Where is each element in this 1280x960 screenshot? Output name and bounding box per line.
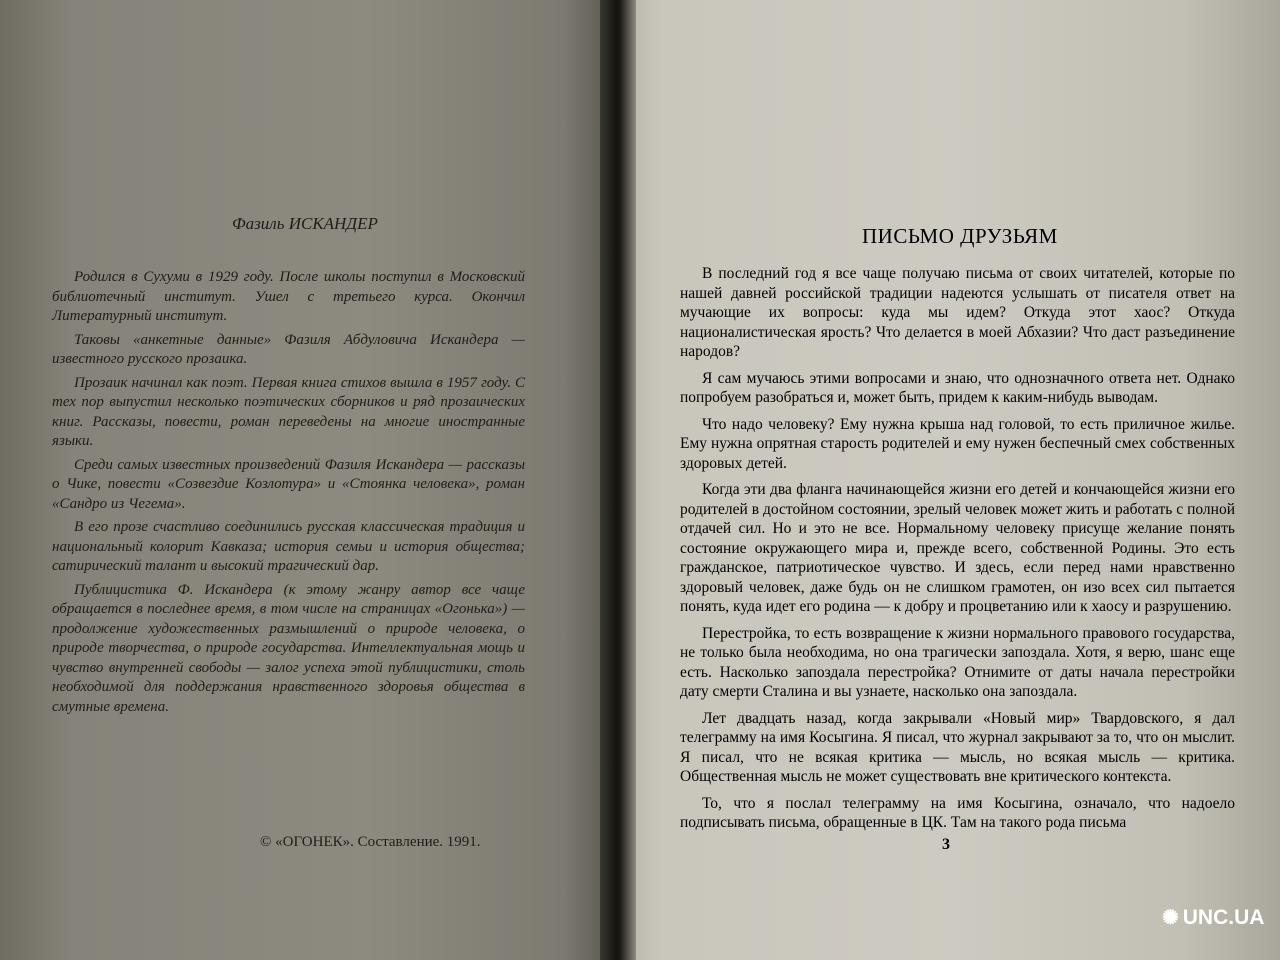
- article-title: ПИСЬМО ДРУЗЬЯМ: [862, 224, 1058, 248]
- watermark-text: UNC.UA: [1182, 905, 1265, 929]
- watermark: [1162, 905, 1264, 930]
- bio-paragraph: Таковы «анкетные данные» Фазиля Абдуловича Искандера — известного русского прозаика.: [52, 331, 525, 367]
- article-paragraph: Что надо человеку? Ему нужна крыша над головой, то есть приличное жилье. Ему нужна опрятная старость родителей и ему нужен беспечный смех собственных здоровых детей.: [680, 415, 1235, 472]
- page-number: 3: [942, 836, 950, 853]
- bio-paragraph: В его прозе счастливо соединились русская классическая традиция и национальный колорит Кавказа; история семьи и история общества; сатирический талант и высокий трагический дар.: [52, 519, 525, 574]
- copyright-line: © «ОГОНЕК». Составление. 1991.: [260, 834, 481, 850]
- left-page: [0, 0, 612, 960]
- article-paragraph: Перестройка, то есть возвращение к жизни нормального правового государства, не только была необходима, но она трагически запоздала. Хотя, я верю, шанс еще есть. Насколько запоздала перестройка? Отнимите от даты начала перестройки дату смерти Сталина и вы узнаете, насколько она запоздала.: [680, 624, 1235, 700]
- bio-paragraph: Родился в Сухуми в 1929 году. После школы поступил в Московский библиотечный институт. Ушел с третьего курса. Окончил Литературный институт.: [52, 269, 525, 324]
- article-paragraph: Я сам мучаюсь этими вопросами и знаю, что однозначного ответа нет. Однако попробуем разобраться и, может быть, придем к каким-нибудь выводам.: [680, 369, 1235, 406]
- article-paragraph: Лет двадцать назад, когда закрывали «Новый мир» Твардовского, я дал телеграмму на имя Косыгина. Я писал, что журнал закрывают за то, что он мыслит. Я писал, что не всякая критика — мысль, но всякая мысль — критика. Общественная мысль не может существовать вне критического контекста.: [680, 709, 1235, 785]
- article-body: [680, 264, 1235, 840]
- author-bio: [52, 268, 525, 721]
- bio-paragraph: Публицистика Ф. Искандера (к этому жанру автор все чаще обращается в последнее время, в том числе на страницах «Огонька») — продолжение художественных размышлений о природе человека, о природе творчества, о природе государства. Интеллектуальная мощь и чувство внутренней свободы — залог успеха этой публицистики, столь необходимой для поддержания нравственного здоровья общества в смутные времена.: [52, 581, 525, 715]
- article-paragraph: Когда эти два фланга начинающейся жизни его детей и кончающейся жизни его родителей в достойном состоянии, зрелый человек может жить и работать с полной отдачей сил. Но и это не все. Нормальному человеку присуще желание понять состояние окружающего мира и, прежде всего, собственной Родины. Это есть гражданское, патриотическое чувство. И здесь, если перед нами нравственно здоровый человек, даже будь он не слишком грамотен, он изо всех сил пытается понять, куда идет его родина — к добру и процветанию или к хаосу и разрушению.: [680, 481, 1235, 615]
- bio-paragraph: Прозаик начинал как поэт. Первая книга стихов вышла в 1957 году. С тех пор выпустил несколько поэтических сборников и ряд прозаических книг. Рассказы, повести, роман переведены на многие иностранные языки.: [52, 374, 525, 449]
- coin-icon: ✺: [1162, 907, 1179, 929]
- article-paragraph: То, что я послал телеграмму на имя Косыгина, означало, что надоело подписывать письма, обращенные в ЦК. Там на такого рода письма: [680, 794, 1235, 831]
- bio-paragraph: Среди самых известных произведений Фазиля Искандера — рассказы о Чике, повести «Созвездие Козлотура» и «Стоянка человека», роман «Сандро из Чегема».: [52, 456, 525, 512]
- book-gutter: [600, 0, 636, 960]
- author-name: Фазиль ИСКАНДЕР: [232, 214, 378, 233]
- article-paragraph: В последний год я все чаще получаю письма от своих читателей, которые по нашей давней российской традиции надеются услышать от писателя ответ на мучающие их вопросы: куда мы идем? Откуда этот хаос? Откуда националистическая ярость? Что делается в моей Абхазии? Что даст разъединение народов?: [680, 265, 1235, 360]
